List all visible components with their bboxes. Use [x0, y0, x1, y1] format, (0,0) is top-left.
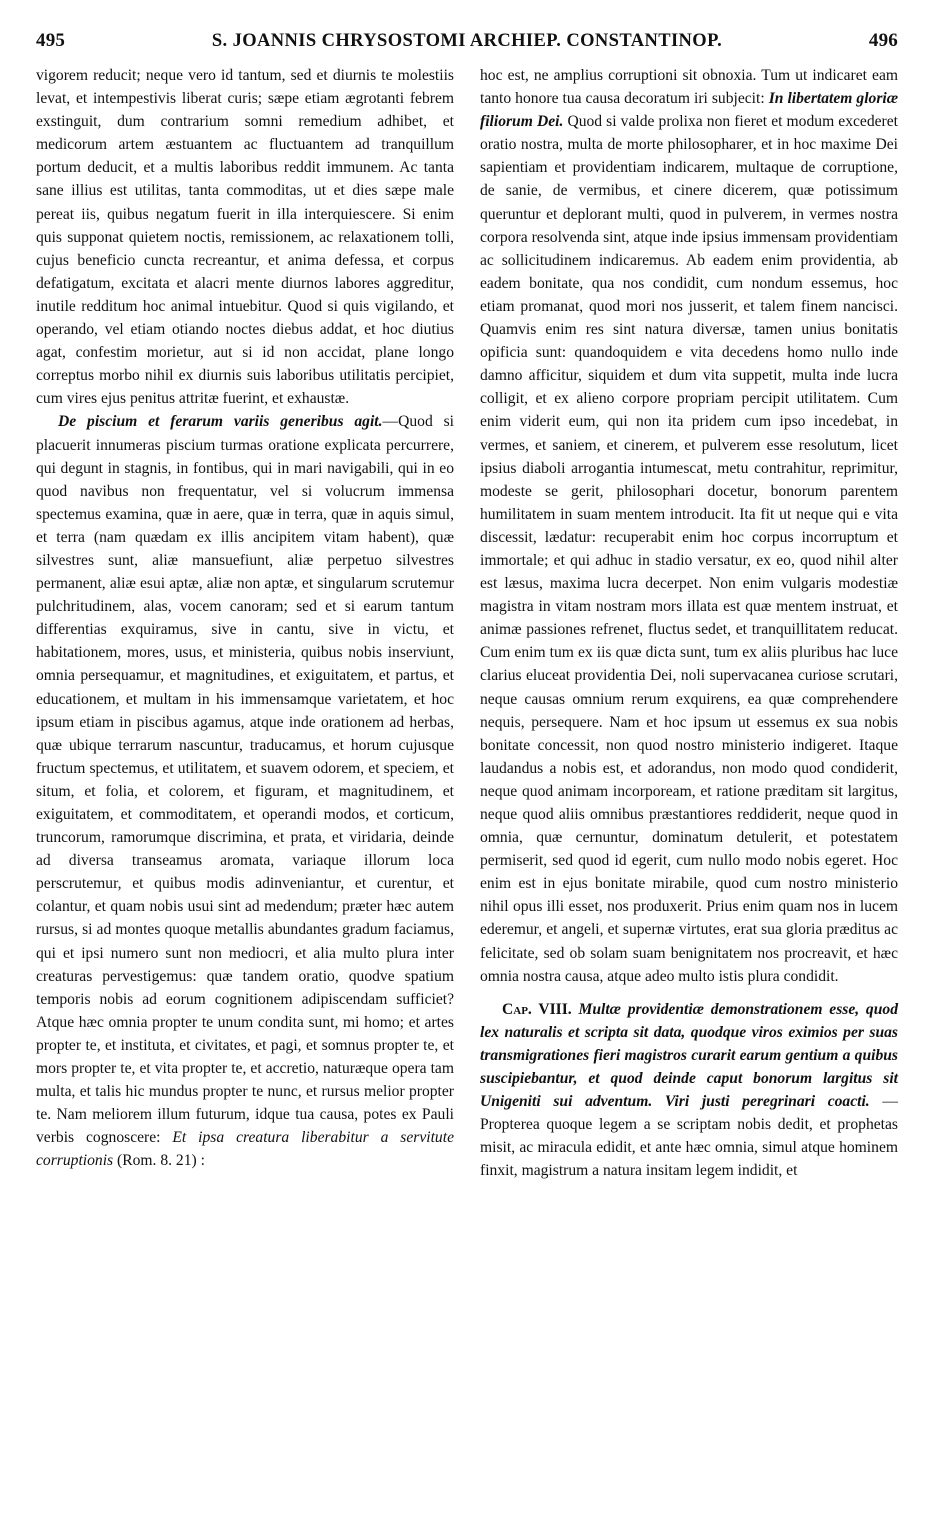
running-title: S. JOANNIS CHRYSOSTOMI ARCHIEP. CONSTANTINOP.: [211, 31, 723, 51]
scripture-quote-2: In libertatem gloriæ filiorum Dei.: [480, 90, 899, 131]
chapter-label: Cap. VIII.: [502, 1000, 572, 1018]
scripture-quote: Et ipsa creatura liberabitur a servitute corruptionis: [36, 1129, 454, 1170]
page-number-right: 496: [868, 30, 898, 51]
right-paragraph-1-start: hoc est, ne amplius corruptioni sit obnoxia. Tum ut indicaret eam tanto honore tua causa decoratum iri subjecit:: [480, 67, 898, 108]
page-number-left: 495: [36, 30, 66, 51]
left-column: [36, 64, 454, 1183]
right-paragraph-1: [480, 64, 898, 988]
scripture-reference: (Rom. 8. 21) :: [117, 1152, 205, 1170]
left-paragraph-2: [36, 410, 454, 1172]
chapter-text: — Propterea quoque legem a se scriptam nobis dedit, et prophetas misit, ac miracula edidit, et ante hæc omnia, simul atque hominem finxit, magistrum a natura insitam legem indidit, et: [480, 1093, 898, 1180]
right-paragraph-1-rest: Quod si valde prolixa non fieret et modum excederet oratio nostra, multa de morte philosopharer, et in hoc maxime Dei sapientiam et providentiam indicarem, multaque de corruptione, de sanie, de vermibus, et cinere dicerem, quæ potissimum queruntur et deplorant multi, quod in pulverem, in vermes nostra corpora resolvenda sint, atque inde ipsius immensam providentiam ac sollicitudinem indicaremus. Ab eadem enim providentia, ab eadem bonitate, qua nos condidit, cum nondum essemus, hoc etiam promanat, quod mori nos jusserit, et talem finem nancisci. Quamvis enim res sint natura diversæ, tamen unius bonitatis opificia sunt: quandoquidem e vita decedens homo nullo inde damno afficitur, siquidem et dum vita suppetit, multa inde lucra colligit, et ex alieno corpore propriam percipit utilitatem. Cum enim viderit eum, qui non ita pridem cum ipso incedebat, in vermes, et saniem, et cinerem, et pulverem esse resolutum, licet ipsius diaboli arrogantia intumescat, metu contrahitur, reprimitur, modeste se gerit, philosophari docetur, bonorum parentem humilitatem in suam mentem introducit. Ita fit ut neque qui e vita discessit, lædatur: recuperabit enim hoc corpus incorruptum et immortale; et qui adhuc in stadio versatur, ex eo, quod nihil alter est læsus, maxima lucra decerpet. Non enim vulgaris modestiæ magistra in vitam nostram mors illata est quæ mentem instruat, et animæ passiones refrenet, fluctus sedet, et tranquillitatem reducat. Cum enim tum ex iis quæ dicta sunt, tum ex aliis pluribus hac luce clarius eluceat providentia Dei, noli supervacanea curiose scrutari, neque causas omnium rerum exquirens, ea quæ comprehendere nequis, persequere. Nam et hoc ipsum ut essemus ex sua nobis bonitate concessit, non quod nostro ministerio indigeret. Itaque laudandus a nobis est, et adorandus, non modo quod condiderit, neque quod animam incorpoream, et ratione præditam sit largitus, neque quod aliis omnibus præstantiores reddiderit, neque quod in omnia, quæ cernuntur, dominatum detulerit, et potestatem permiserit, sed quod id egerit, cum nullo modo nobis egeret. Hoc enim est in ejus bonitate mirabile, quod cum nostro ministerio nihil opus illi esset, nos produxerit. Prius enim quam nos in lucem ederemur, et angeli, et supernæ virtutes, erat sua gloria præditus ac felicitate, sed ob solam suam benignitatem nos procreavit, et hæc omnia nostra causa, atque adeo multo istis plura condidit.: [480, 113, 899, 985]
chapter-heading: Multæ providentiæ demonstrationem esse, quod lex naturalis et scripta sit data, quodque viros eximios per suas transmigrationes fieri magistros curarit earum gentium a quibus suscipiebantur, et quod deinde caput bonorum largitus sit Unigeniti sui adventum. Viri justi peregrinari coacti.: [480, 1000, 898, 1111]
chapter-paragraph: [480, 998, 898, 1183]
text-columns: [36, 64, 898, 1183]
section-heading: De piscium et ferarum variis generibus agit.: [58, 413, 383, 431]
left-paragraph-2-text: —Quod si placuerit innumeras piscium turmas oratione explicata percurrere, qui degunt in stagnis, in fontibus, qui in mari navigabili, qui in eo quod navibus non frequentatur, vel si volucrum immensa spectemus examina, quæ in aere, quæ in terra, quæ in aquis simul, et terra (nam quædam ex illis ancipitem vitam habent), quæ silvestres sunt, aliæ mansuefiunt, aliæ perpetuo silvestres permanent, aliæ esui aptæ, aliæ non aptæ, et singularum scrutemur pulchritudinem, alas, vocem canoram; sed et si earum tantum differentias exquiramus, sive in cantu, sive in victu, et habitationem, mores, usus, et ministeria, quibus nobis inserviunt, omnia persequamur, et magnitudines, et exiguitatem, et partus, et educationem, et multam in his immensamque varietatem, et hoc ipsum etiam in piscibus agamus, atque inde orationem ad herbas, quæ ubique terrarum nascuntur, traducamus, et horum cujusque fructum spectemus, et utilitatem, et suavem odorem, et speciem, et situm, et folia, et colorem, et figuram, et magnitudinem, et exiguitatem, et commoditatem, et operandi modos, et corticum, truncorum, ramorumque discrimina, et prata, et viridaria, deinde ad diversa transeamus aromata, variaque illorum loca perscrutemur, et quibus modis adinveniantur, et curentur, et colantur, et quam nobis usui sint ad medendum; præter hæc autem rursus, si ad montes quoque metallis abundantes gradum faciamus, qui et ipsi numero sunt non mediocri, et alia multo plura inter creaturas pervestigemus: quæ tandem oratio, quodve spatium temporis nobis ad eorum cognitionem adipiscendam sufficiet? Atque hæc omnia propter te unum condita sunt, mi homo; et artes propter te, et instituta, et civitates, et pagi, et somnus propter te, et mors propter te, et vita propter te, et accretio, naturæque opera tam multa, et talis hic mundus propter te nunc, et rursus melior propter te. Nam meliorem illum futurum, idque tua causa, potes ex Pauli verbis cognoscere:: [36, 413, 455, 1147]
running-head: [36, 30, 898, 60]
left-paragraph-1: vigorem reducit; neque vero id tantum, sed et diurnis te molestiis levat, et intempestivis liberat curis; sæpe etiam ægrotanti febrem exstinguit, dum contrarium somni remedium adhibet, et medicorum artem æstuantem ac fluctuantem ad tranquillum portum deducit, et a multis laboribus reddit immunem. Ac tanta sane illius est utilitas, tanta commoditas, ut et dies sæpe male pereat iis, quibus negatum fuerit in illa interquiescere. Si enim quis supponat quietem noctis, remissionem, ac relaxationem tolli, cujus beneficio cuncta recreantur, et anima defessa, et corpus defatigatum, excitata et alacri mente diurnos labores aggreditur, inutile redditum hoc animal intuebitur. Quod si quis vigilando, et operando, vel etiam otiando noctes diebus addat, et hoc diutius agat, confestim morietur, aut si id non accidat, plane longo correptus morbo nihil ex diurnis suis laboribus utilitatis percipiet, cum vires ejus penitus attritæ fuerint, et exhaustæ.: [36, 67, 454, 408]
right-column: [480, 64, 898, 1183]
